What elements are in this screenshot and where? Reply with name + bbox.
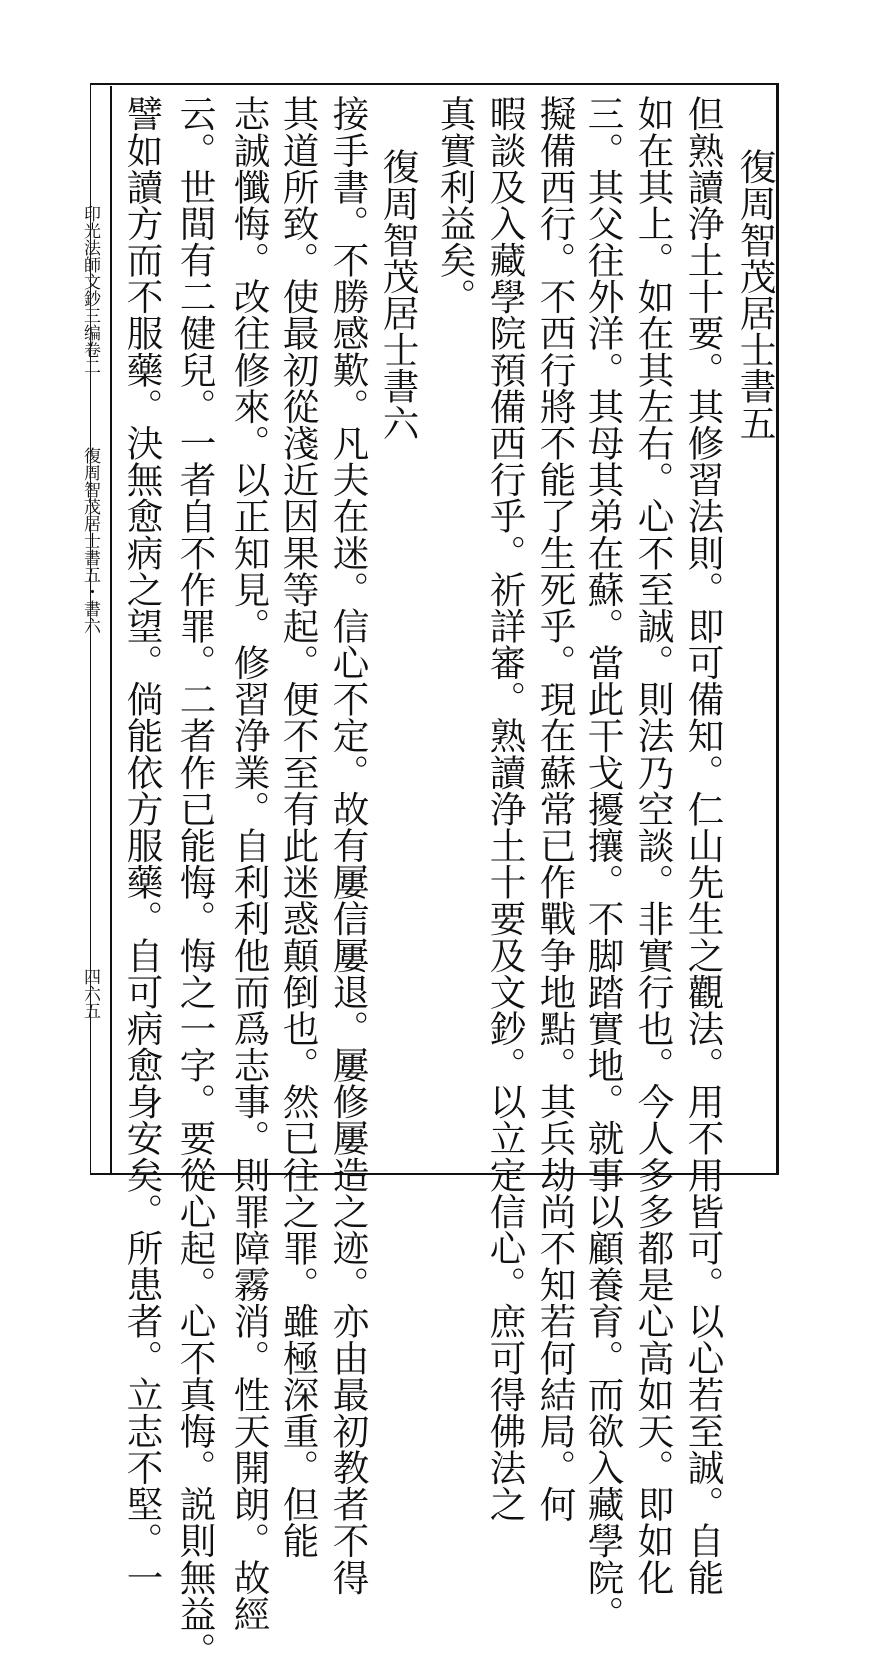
text-column: 譬如讀方而不服藥。決無愈病之望。倘能依方服藥。自可病愈身安矣。所患者。立志不堅。一 (121, 95, 164, 1596)
text-column: 志誠懺悔。改往修來。以正知見。修習浄業。自利利他而爲志事。則罪障霧消。性天開朗。故經 (228, 95, 271, 1632)
text-column: 云。世間有二健兒。一者自不作罪。二者作已能悔。悔之一字。要從心起。心不真悔。説則無益。 (174, 95, 217, 1668)
page-number: 四六五 (80, 968, 100, 1019)
frame-top-rule (90, 83, 776, 85)
book-title: 印光法師文鈔三编卷二 (80, 205, 100, 375)
text-column: 擬備西行。不西行將不能了生死乎。現在蘇常已作戰争地點。其兵劫尚不知若何結局。何 (534, 95, 577, 1523)
heading-letter-5: 復周智茂居士書五 (734, 148, 777, 441)
text-column: 接手書。不勝感歎。凡夫在迷。信心不定。故有屢信屢退。屢修屢造之迹。亦由最初教者不得 (327, 95, 370, 1596)
text-column: 其道所致。使最初從淺近因果等起。便不至有此迷惑顛倒也。然已往之罪。雖極深重。但能 (277, 95, 320, 1559)
text-column: 暇談及入藏學院預備西行乎。祈詳審。熟讀浄土十要及文鈔。以立定信心。庶可得佛法之 (484, 95, 527, 1523)
text-column: 但熟讀浄土十要。其修習法則。即可備知。仁山先生之觀法。用不用皆可。以心若至誠。自能 (682, 95, 725, 1596)
text-column: 如在其上。如在其左右。心不至誠。則法乃空談。非實行也。今人多多都是心高如天。即如化 (632, 95, 675, 1596)
frame-left-rule (110, 86, 112, 1173)
text-column: 真實利益矣。 (434, 95, 477, 315)
text-column: 三。其父往外洋。其母其弟在蘇。當此干戈擾攘。不脚踏實地。就事以顧養育。而欲入藏學院。 (582, 95, 625, 1632)
heading-letter-6: 復周智茂居士書六 (377, 148, 420, 441)
section-title: 復周智茂居士書五・書六 (80, 447, 100, 634)
